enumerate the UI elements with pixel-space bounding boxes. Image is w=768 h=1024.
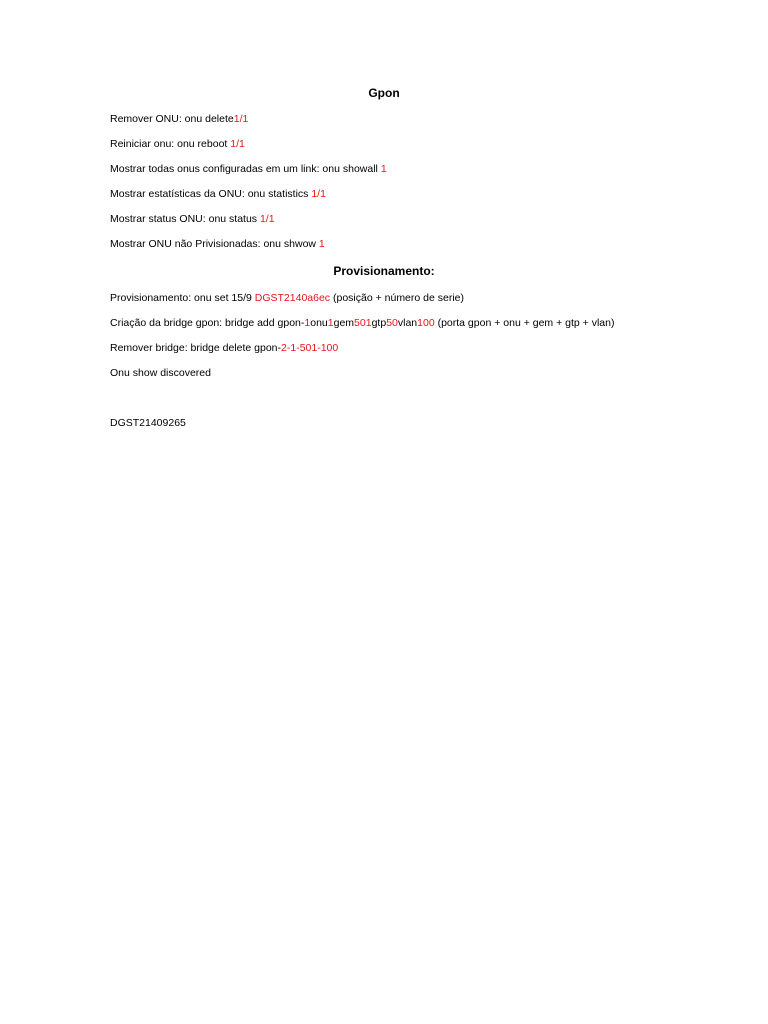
mostrar-todas-label: Mostrar todas onus configuradas em um link: onu showall [110,163,381,175]
criacao-bridge-part-1: Criação da bridge gpon: bridge add gpon- [110,317,305,329]
reiniciar-onu-line [110,138,245,150]
criacao-bridge-part-5: vlan [397,317,418,329]
remover-bridge-line [110,342,338,354]
criacao-bridge-onu-value: 1 [327,317,334,329]
onu-show-discovered-line: Onu show discovered [110,367,211,379]
remover-onu-label: Remover ONU: onu delete [110,113,234,125]
provisionamento-heading: Provisionamento: [333,264,435,278]
reiniciar-onu-label: Reiniciar onu: onu reboot [110,138,231,150]
mostrar-estatisticas-line [110,188,326,200]
remover-onu-line [110,113,248,125]
criacao-bridge-gem-value: 501 [354,317,372,329]
remover-onu-value: 1/1 [233,113,249,125]
criacao-bridge-part-2: onu [310,317,328,329]
criacao-bridge-gtp-value: 50 [386,317,398,329]
serial-note-line: DGST21409265 [110,417,186,429]
mostrar-status-label: Mostrar status ONU: onu status [110,213,260,225]
provisionamento-note: (posição + número de serie) [330,292,465,304]
reiniciar-onu-value: 1/1 [230,138,245,150]
criacao-bridge-gpon-value: 1 [304,317,311,329]
criacao-bridge-part-4: gtp [371,317,387,329]
provisionamento-serial: DGST2140a6ec [254,292,331,304]
mostrar-nao-provisionadas-line [110,238,325,250]
mostrar-estatisticas-value: 1/1 [311,188,326,200]
mostrar-estatisticas-label: Mostrar estatísticas da ONU: onu statistics [110,188,312,200]
remover-bridge-value: 2-1-501-100 [281,342,339,354]
remover-bridge-label: Remover bridge: bridge delete gpon- [110,342,282,354]
mostrar-status-value: 1/1 [259,213,275,225]
mostrar-todas-value: 1 [380,163,387,175]
mostrar-nao-provisionadas-label: Mostrar ONU não Privisionadas: onu shwow [110,238,319,250]
criacao-bridge-part-6: (porta gpon + onu + gem + gtp + vlan) [434,317,615,329]
criacao-bridge-vlan-value: 100 [417,317,435,329]
mostrar-status-line [110,213,275,225]
criacao-bridge-part-3: gem [333,317,355,329]
mostrar-todas-line [110,163,387,175]
criacao-bridge-line [110,317,614,329]
mostrar-nao-provisionadas-value: 1 [318,238,325,250]
gpon-heading: Gpon [368,86,400,100]
provisionamento-line [110,292,464,304]
provisionamento-label: Provisionamento: onu set 15/9 [110,292,255,304]
